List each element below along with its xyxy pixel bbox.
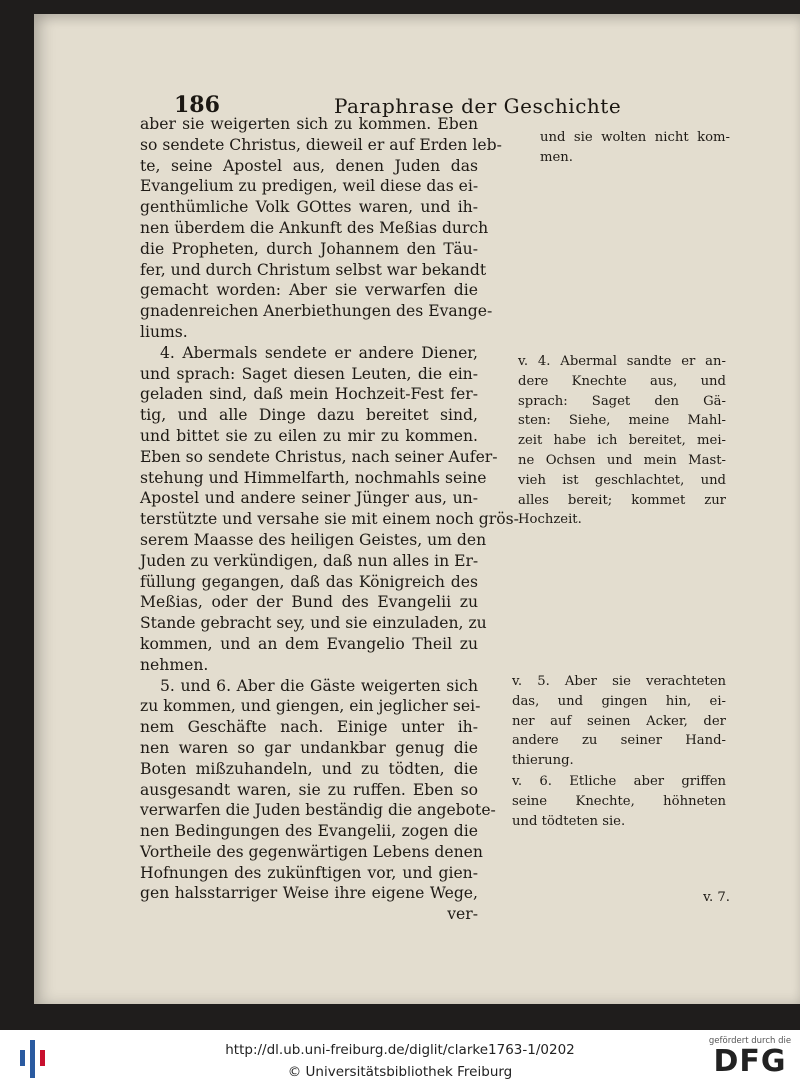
margin-note-line: ne Ochsen und mein Mast- [518,452,726,468]
text-line: Apostel und andere seiner Jünger aus, un- [140,489,478,508]
text-line: Stande gebracht sey, und sie einzuladen, zu [140,614,487,633]
main-text-column [140,114,519,925]
text-line: kommen, und an dem Evangelio Theil zu [140,634,478,653]
text-line: nen überdem die Ankunft des Meßias durch [140,218,489,237]
text-line: 5. und 6. Aber die Gäste weigerten sich [160,676,478,695]
funding-note: gefördert durch die [708,1036,792,1046]
text-line: 4. Abermals sendete er andere Diener, [160,343,478,362]
text-line: tig, und alle Dinge dazu bereitet sind, [140,406,478,425]
text-line: nen Bedingungen des Evangelii, zogen die [140,822,478,841]
text-line: so sendete Christus, dieweil er auf Erden leb- [140,135,502,154]
margin-note-line: vieh ist geschlachtet, und [518,472,726,488]
running-head: Paraphrase der Geschichte [334,94,622,118]
text-line: und sprach: Saget diesen Leuten, die ein- [140,364,478,383]
text-line: gen halsstarriger Weise ihre eigene Wege, [140,884,478,903]
dfg-logo: DFG [713,1044,787,1079]
text-line: te, seine Apostel aus, denen Juden das [140,156,478,175]
text-line: füllung gegangen, daß das Königreich des [140,572,478,591]
margin-note-line: Hochzeit. [518,512,582,528]
margin-note-line: und tödteten sie. [512,813,626,829]
margin-note-line: dere Knechte aus, und [518,373,726,389]
funder-block [706,1036,794,1078]
margin-note [540,128,730,168]
text-line: die Propheten, durch Johannem den Täu- [140,239,478,258]
margin-note-line: das, und gingen hin, ei- [512,693,726,709]
margin-note-line: seine Knechte, höhneten [512,793,726,809]
text-line: Hofnungen des zukünftigen vor, und gien- [140,863,478,882]
text-line: serem Maasse des heiligen Geistes, um den [140,530,487,549]
copyright-notice: © Universitätsbibliothek Freiburg [287,1064,513,1080]
margin-note [512,672,726,771]
text-line: genthümliche Volk GOttes waren, und ih- [140,198,478,217]
margin-note-line: und sie wolten nicht kom- [540,130,730,145]
margin-note-line: sten: Siehe, meine Mahl- [518,413,726,429]
text-line: ausgesandt waren, sie zu ruffen. Eben so [140,780,478,799]
catchword-margin: v. 7. [703,890,730,905]
footer-bar [0,1030,800,1087]
text-line: stehung und Himmelfarth, nochmahls seine [140,468,487,487]
margin-note-line: thierung. [512,753,574,769]
text-line: Eben so sendete Christus, nach seiner Aufer- [140,447,498,466]
text-line: Boten mißzuhandeln, und zu tödten, die [140,759,478,778]
text-line: nen waren so gar undankbar genug die [140,738,478,757]
margin-note-line: andere zu seiner Hand- [512,733,726,749]
text-line: nem Geschäfte nach. Einige unter ih- [140,718,478,737]
margin-note-line: alles bereit; kommet zur [518,492,726,508]
text-line: Juden zu verkündigen, daß nun alles in Er- [140,551,479,570]
margin-note-line: men. [540,149,573,165]
text-line: geladen sind, daß mein Hochzeit-Fest fer- [140,385,478,404]
margin-note-line: v. 6. Etliche aber griffen [512,774,726,789]
text-line: Vortheile des gegenwärtigen Lebens denen [140,842,483,861]
text-line: liums. [140,322,188,341]
text-line: fer, und durch Christum selbst war bekandt [140,260,487,279]
margin-note [512,772,726,831]
text-line: aber sie weigerten sich zu kommen. Eben [140,115,478,133]
margin-note [518,352,726,530]
text-line: Evangelium zu predigen, weil diese das ei- [140,177,479,196]
margin-note-line: v. 5. Aber sie verachteten [512,674,726,689]
text-line: zu kommen, und giengen, ein jeglicher sei- [140,697,481,716]
page-number: 186 [174,92,220,118]
margin-note-line: sprach: Saget den Gä- [518,393,726,409]
text-line: und bittet sie zu eilen zu mir zu kommen. [140,426,478,445]
text-line: nehmen. [140,655,209,674]
text-line: Meßias, oder der Bund des Evangelii zu [140,593,478,612]
margin-note-line: zeit habe ich bereitet, mei- [518,433,726,449]
text-line: terstützte und versahe sie mit einem noch grös- [140,510,519,529]
text-line: gnadenreichen Anerbiethungen des Evange- [140,302,493,321]
text-line: gemacht worden: Aber sie verwarfen die [140,281,478,300]
margin-note-line: v. 4. Abermal sandte er an- [518,354,726,369]
source-url[interactable]: http://dl.ub.uni-freiburg.de/diglit/clarke1763-1/0202 [225,1042,575,1058]
text-line: ver- [447,905,478,924]
text-line: verwarfen die Juden beständig die angebote- [140,801,496,820]
margin-note-line: ner auf seinen Acker, der [512,713,726,729]
